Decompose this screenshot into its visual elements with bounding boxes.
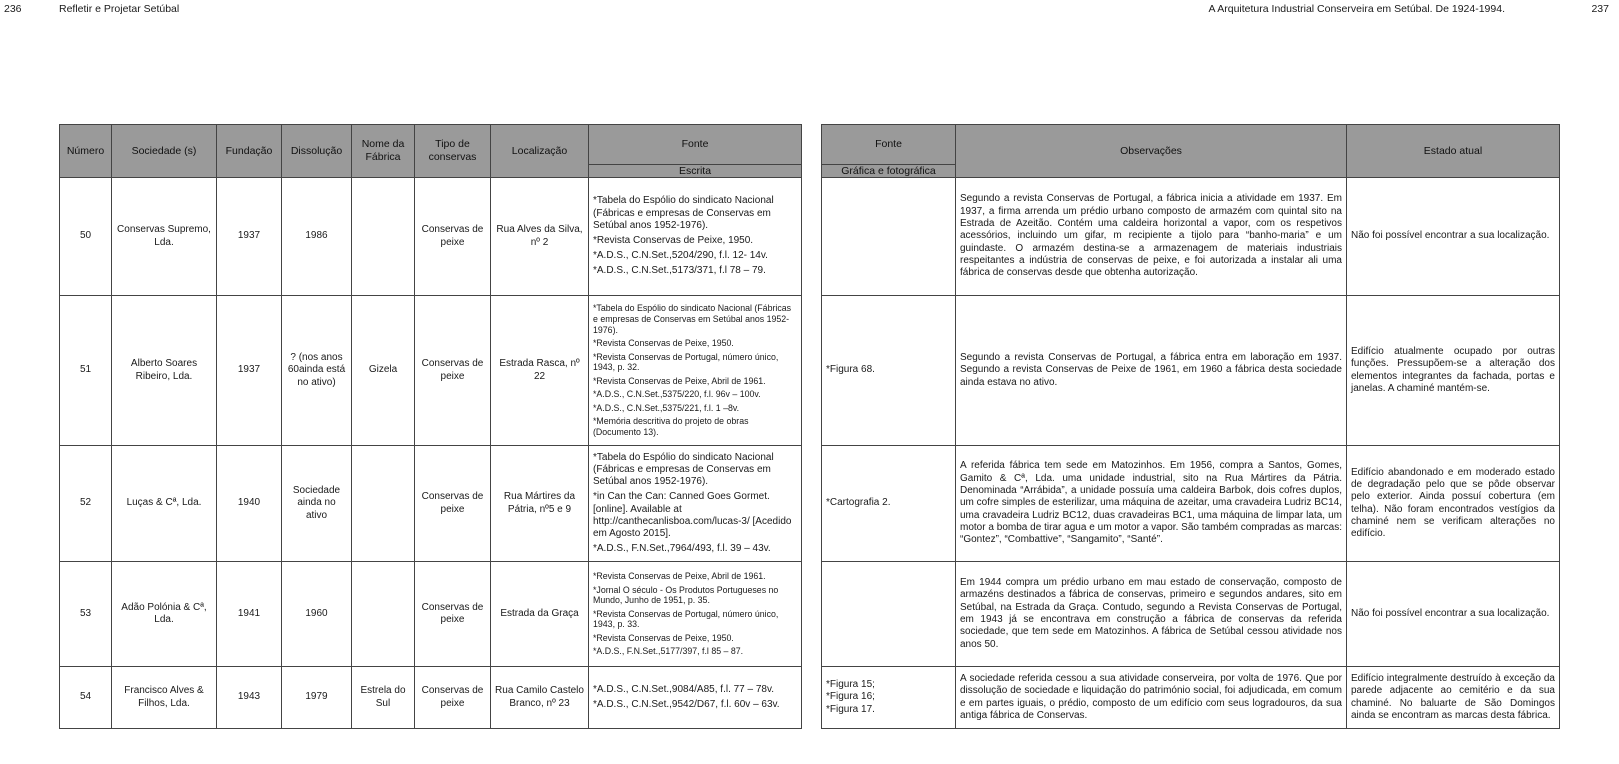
row-sociedade: Francisco Alves & Filhos, Lda. bbox=[112, 667, 217, 729]
source-entry: *A.D.S., F.N.Set.,5177/397, f.l 85 – 87. bbox=[593, 646, 744, 657]
source-entry: *A.D.S., C.N.Set.,9084/A85, f.l. 77 – 78v. bbox=[593, 683, 775, 695]
row-tipo: Conservas de peixe bbox=[415, 446, 491, 562]
source-entry: *Tabela do Espólio do sindicato Nacional (Fábricas e empresas de Conservas em Setúbal anos 1952-1976). bbox=[593, 303, 792, 335]
table-row bbox=[60, 296, 802, 446]
row-numero: 50 bbox=[60, 178, 112, 296]
row-observacoes: A sociedade referida cessou a sua atividade conserveira, por volta de 1976. Que por dissolução de sociedade e liquidação do património social, foi adjudicada, em comum e em partes iguais, o prédio, composto de um edifício com seus logradouros, da sua antiga fábrica de Conservas. bbox=[956, 667, 1347, 729]
row-numero: 53 bbox=[60, 562, 112, 667]
row-fonte-escrita bbox=[589, 667, 802, 729]
row-estado-atual: Edifício integralmente destruído à exceção da parede adjacente ao cemitério e da sua chaminé. No baluarte de São Domingos ainda se encontram as marcas desta fábrica. bbox=[1347, 667, 1560, 729]
table-body-left bbox=[60, 178, 802, 729]
row-fonte-escrita bbox=[589, 562, 802, 667]
source-entry: *Revista Conservas de Peixe, Abril de 1961. bbox=[593, 375, 766, 386]
source-entry: *Memória descritiva do projeto de obras (Documento 13). bbox=[593, 416, 749, 437]
row-fonte-escrita bbox=[589, 446, 802, 562]
row-tipo: Conservas de peixe bbox=[415, 667, 491, 729]
row-observacoes: Segundo a revista Conservas de Portugal, a fábrica entra em laboração em 1937. Segundo a revista Conservas de Peixe de 1961, em 1960 a fábrica desta sociedade ainda estava no ativo. bbox=[956, 296, 1347, 446]
row-nome-fabrica: Gizela bbox=[352, 296, 415, 446]
table-row bbox=[822, 446, 1560, 562]
table-row bbox=[60, 178, 802, 296]
col-header-observacoes: Observações bbox=[956, 125, 1347, 178]
row-estado-atual: Não foi possível encontrar a sua localização. bbox=[1347, 178, 1560, 296]
col-subheader-escrita: Escrita bbox=[589, 165, 802, 178]
row-fonte-escrita bbox=[589, 296, 802, 446]
source-entry: *in Can the Can: Canned Goes Gormet.[online]. Available at http://canthecanlisboa.com/lucas-3/ [Acedido em Agosto 2015]. bbox=[593, 491, 792, 539]
table-row bbox=[822, 178, 1560, 296]
row-nome-fabrica bbox=[352, 446, 415, 562]
row-tipo: Conservas de peixe bbox=[415, 296, 491, 446]
source-entry: *A.D.S., C.N.Set.,5375/220, f.l. 96v – 100v. bbox=[593, 389, 761, 400]
table-row bbox=[822, 667, 1560, 729]
row-sociedade: Alberto Soares Ribeiro, Lda. bbox=[112, 296, 217, 446]
table-body-right bbox=[822, 178, 1560, 729]
col-header-fonte: Fonte bbox=[589, 125, 802, 165]
row-fonte-grafica: *Figura 15; *Figura 16; *Figura 17. bbox=[822, 667, 956, 729]
table-row bbox=[60, 446, 802, 562]
col-header-dissolucao: Dissolução bbox=[282, 125, 352, 178]
row-observacoes: Em 1944 compra um prédio urbano em mau estado de conservação, composto de armazéns destinados a fábrica de conservas, primeiro e segundos andares, sito em Setúbal, na Estrada da Graça. Contudo, segundo a Revista Conservas de Portugal, em 1943 já se encontrava em construção a fábrica de conservas da referida sociedade, que tem sede em Matozinhos. A fábrica de Setúbal cessou atividade nos anos 50. bbox=[956, 562, 1347, 667]
source-entry: *Tabela do Espólio do sindicato Nacional (Fábricas e empresas de Conservas em Setúbal anos 1952-1976). bbox=[593, 195, 774, 231]
source-entry: *A.D.S., C.N.Set.,5204/290, f.l. 12- 14v. bbox=[593, 250, 768, 262]
row-nome-fabrica: Estrela do Sul bbox=[352, 667, 415, 729]
factories-table-right bbox=[821, 124, 1560, 729]
table-row bbox=[822, 562, 1560, 667]
source-entry: *Tabela do Espólio do sindicato Nacional (Fábricas e empresas de Conservas em Setúbal anos 1952-1976). bbox=[593, 451, 774, 488]
source-entry: *Jornal O século - Os Produtos Portugueses no Mundo, Junho de 1951, p. 35. bbox=[593, 584, 779, 606]
col-header-localizacao: Localização bbox=[491, 125, 589, 178]
table-row bbox=[60, 562, 802, 667]
col-subheader-grafica: Gráfica e fotográfica bbox=[822, 165, 956, 178]
table-header-row bbox=[822, 125, 1560, 165]
row-estado-atual: Edifício abandonado e em moderado estado de degradação pelo que se pôde observar pelo exterior. Ainda possuí cobertura (em telha). Não foram encontrados vestígios da chaminé nem se verificam alterações no edifício. bbox=[1347, 446, 1560, 562]
col-header-nome-fabrica: Nome da Fábrica bbox=[352, 125, 415, 178]
row-tipo: Conservas de peixe bbox=[415, 178, 491, 296]
row-sociedade: Adão Polónia & Cª, Lda. bbox=[112, 562, 217, 667]
row-nome-fabrica bbox=[352, 178, 415, 296]
row-numero: 52 bbox=[60, 446, 112, 562]
row-dissolucao: 1979 bbox=[282, 667, 352, 729]
right-running-title: A Arquitetura Industrial Conserveira em Setúbal. De 1924-1994. bbox=[1208, 3, 1505, 15]
row-fonte-grafica: *Cartografia 2. bbox=[822, 446, 956, 562]
row-fundacao: 1941 bbox=[217, 562, 282, 667]
row-localizacao: Rua Alves da Silva, nº 2 bbox=[491, 178, 589, 296]
row-fonte-grafica: *Figura 68. bbox=[822, 296, 956, 446]
row-numero: 51 bbox=[60, 296, 112, 446]
source-entry: *A.D.S., C.N.Set.,9542/D67, f.l. 60v – 63v. bbox=[593, 699, 780, 710]
row-fonte-escrita bbox=[589, 178, 802, 296]
row-fundacao: 1937 bbox=[217, 296, 282, 446]
col-header-fundacao: Fundação bbox=[217, 125, 282, 178]
factories-table-left bbox=[59, 124, 802, 729]
row-tipo: Conservas de peixe bbox=[415, 562, 491, 667]
row-fonte-grafica bbox=[822, 562, 956, 667]
row-dissolucao: ? (nos anos 60ainda está no ativo) bbox=[282, 296, 352, 446]
row-dissolucao: Sociedade ainda no ativo bbox=[282, 446, 352, 562]
row-localizacao: Rua Mártires da Pátria, nº5 e 9 bbox=[491, 446, 589, 562]
row-localizacao: Estrada da Graça bbox=[491, 562, 589, 667]
row-estado-atual: Não foi possível encontrar a sua localização. bbox=[1347, 562, 1560, 667]
col-header-tipo: Tipo de conservas bbox=[415, 125, 491, 178]
col-header-estado-atual: Estado atual bbox=[1347, 125, 1560, 178]
left-page-number: 236 bbox=[4, 3, 22, 15]
row-observacoes: Segundo a revista Conservas de Portugal, a fábrica inicia a atividade em 1937. Em 1937, a firma arrenda um prédio urbano composto de armazém com quintal sito na Estrada de Azeitão. Contém uma caldeira horizontal a vapor, com os respetivos acessórios, incluindo um gifar, m recipiente a tijolo para “banho-maria” e um guindaste. O armazém destina-se a armazenagem de materiais industriais respeitantes a indústria de conservas de peixe, e foi autorizada a instalar ali uma fábrica de conservas desde que obtenha autorização. bbox=[956, 178, 1347, 296]
right-page-number: 237 bbox=[1591, 3, 1609, 15]
row-dissolucao: 1986 bbox=[282, 178, 352, 296]
source-entry: *Revista Conservas de Peixe, 1950. bbox=[593, 235, 754, 246]
table-header-row bbox=[60, 125, 802, 165]
row-dissolucao: 1960 bbox=[282, 562, 352, 667]
row-estado-atual: Edifício atualmente ocupado por outras funções. Pressupõem-se a alteração dos elementos integrantes da fachada, portas e janelas. A chaminé mantém-se. bbox=[1347, 296, 1560, 446]
left-running-title: Refletir e Projetar Setúbal bbox=[59, 3, 180, 15]
source-entry: *Revista Conservas de Peixe, Abril de 1961. bbox=[593, 571, 766, 582]
col-header-sociedade: Sociedade (s) bbox=[112, 125, 217, 178]
row-observacoes: A referida fábrica tem sede em Matozinhos. Em 1956, compra a Santos, Gomes, Gamito & Cª, Lda. uma unidade industrial, sito na Rua Mártires da Pátria. Denominada “Arrábida”, a unidade possuía uma caldeira Barbok, dois cofres duplos, um cofre simples de esterilizar, uma máquina de azeitar, uma cravadeira Ludriz BC14, uma cravadeira Ludriz BC12, duas cravadeiras BC1, uma máquina de limpar lata, um motor a bomba de tirar agua e um motor a vapor. São também compradas as marcas: “Gontez”, “Combattive”, “Sangamito”, “Santé”. bbox=[956, 446, 1347, 562]
row-fonte-grafica bbox=[822, 178, 956, 296]
col-header-numero: Número bbox=[60, 125, 112, 178]
source-entry: *A.D.S., C.N.Set.,5375/221, f.l. 1 –8v. bbox=[593, 402, 740, 413]
source-entry: *Revista Conservas de Peixe, 1950. bbox=[593, 632, 734, 643]
row-nome-fabrica bbox=[352, 562, 415, 667]
row-numero: 54 bbox=[60, 667, 112, 729]
source-entry: *Revista Conservas de Portugal, número único, 1943, p. 33. bbox=[593, 608, 779, 630]
row-localizacao: Estrada Rasca, nº 22 bbox=[491, 296, 589, 446]
source-entry: *A.D.S., F.N.Set.,7964/493, f.l. 39 – 43v. bbox=[593, 543, 771, 555]
row-fundacao: 1940 bbox=[217, 446, 282, 562]
row-sociedade: Conservas Supremo, Lda. bbox=[112, 178, 217, 296]
row-fundacao: 1943 bbox=[217, 667, 282, 729]
row-sociedade: Luças & Cª, Lda. bbox=[112, 446, 217, 562]
source-entry: *Revista Conservas de Portugal, número único, 1943, p. 32. bbox=[593, 351, 779, 373]
source-entry: *A.D.S., C.N.Set.,5173/371, f.l 78 – 79. bbox=[593, 265, 766, 277]
table-row bbox=[60, 667, 802, 729]
source-entry: *Revista Conservas de Peixe, 1950. bbox=[593, 338, 734, 349]
col-header-fonte: Fonte bbox=[822, 125, 956, 165]
row-localizacao: Rua Camilo Castelo Branco, nº 23 bbox=[491, 667, 589, 729]
table-row bbox=[822, 296, 1560, 446]
row-fundacao: 1937 bbox=[217, 178, 282, 296]
